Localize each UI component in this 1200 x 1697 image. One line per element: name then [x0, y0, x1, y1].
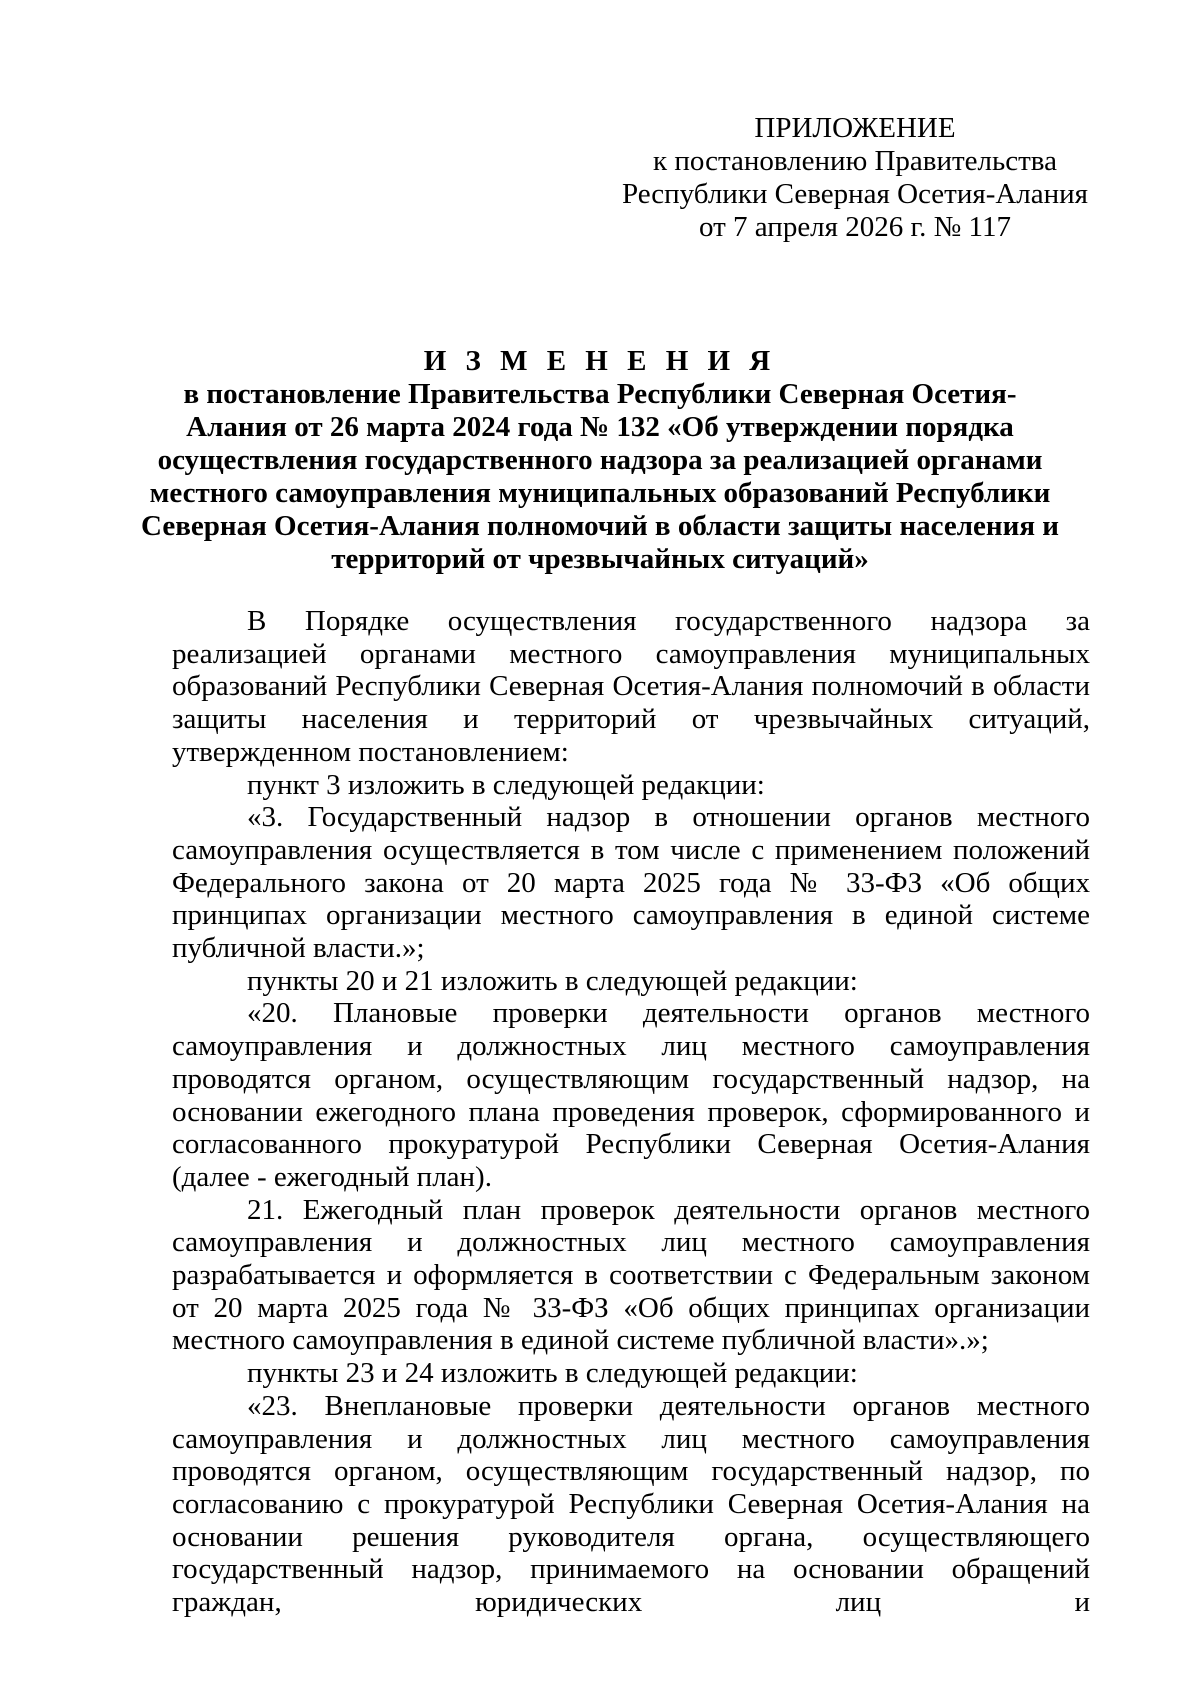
paragraph-intro: В Порядке осуществления государственного надзора за реализацией органами местного самоуправления муниципальных образований Республики Северная Осетия-Алания полномочий в области защиты населения и территорий от чрезвычайных ситуаций, утвержденном постановлением:	[172, 605, 1090, 768]
heading-subtitle: в постановление Правительства Республики Северная Осетия-Алания от 26 марта 2024 года № 132 «Об утверждении порядка осуществления государственного надзора за реализацией органами местного самоуправления муниципальных образований Республики Северная Осетия-Алания полномочий в области защиты населения и территорий от чрезвычайных ситуаций»	[141, 378, 1059, 575]
paragraph-clause-23: «23. Внеплановые проверки деятельности органов местного самоуправления и должностных лиц местного самоуправления проводятся органом, осуществляющим государственный надзор, по согласованию с прокуратурой Республики Северная Осетия-Алания на основании решения руководителя органа, осуществляющего государственный надзор, принимаемого на основании обращений граждан, юридических лиц и	[172, 1389, 1090, 1619]
paragraph-clause-20: «20. Плановые проверки деятельности органов местного самоуправления и должностных лиц местного самоуправления проводятся органом, осуществляющим государственный надзор, на основании ежегодного плана проведения проверок, сформированного и согласованного прокуратурой Республики Северная Осетия-Алания (далее - ежегодный план).	[172, 997, 1090, 1193]
appendix-reference: к постановлению Правительства	[653, 145, 1057, 177]
document-body	[172, 605, 1090, 1619]
paragraph-clauses-20-21-instruction: пункты 20 и 21 изложить в следующей редакции:	[247, 964, 858, 997]
paragraph-clause-3: «3. Государственный надзор в отношении органов местного самоуправления осуществляется в том числе с применением положений Федерального закона от 20 марта 2025 года № 33-ФЗ «Об общих принципах организации местного самоуправления в единой системе публичной власти.»;	[172, 801, 1090, 965]
paragraph-clause-21: 21. Ежегодный план проверок деятельности органов местного самоуправления и должностных лиц местного самоуправления разрабатывается и оформляется в соответствии с Федеральным законом от 20 марта 2025 года № 33-ФЗ «Об общих принципах организации местного самоуправления в единой системе публичной власти».»;	[172, 1193, 1090, 1357]
heading-title: И З М Е Н Е Н И Я	[423, 345, 777, 377]
appendix-date-number: от 7 апреля 2026 г. № 117	[699, 211, 1011, 243]
paragraph-clause-3-instruction: пункт 3 изложить в следующей редакции:	[247, 768, 765, 801]
paragraph-clauses-23-24-instruction: пункты 23 и 24 изложить в следующей редакции:	[247, 1357, 858, 1390]
appendix-block	[620, 112, 1090, 244]
appendix-title: ПРИЛОЖЕНИЕ	[754, 112, 956, 144]
appendix-region: Республики Северная Осетия-Алания	[621, 178, 1089, 210]
document-heading	[140, 345, 1060, 576]
